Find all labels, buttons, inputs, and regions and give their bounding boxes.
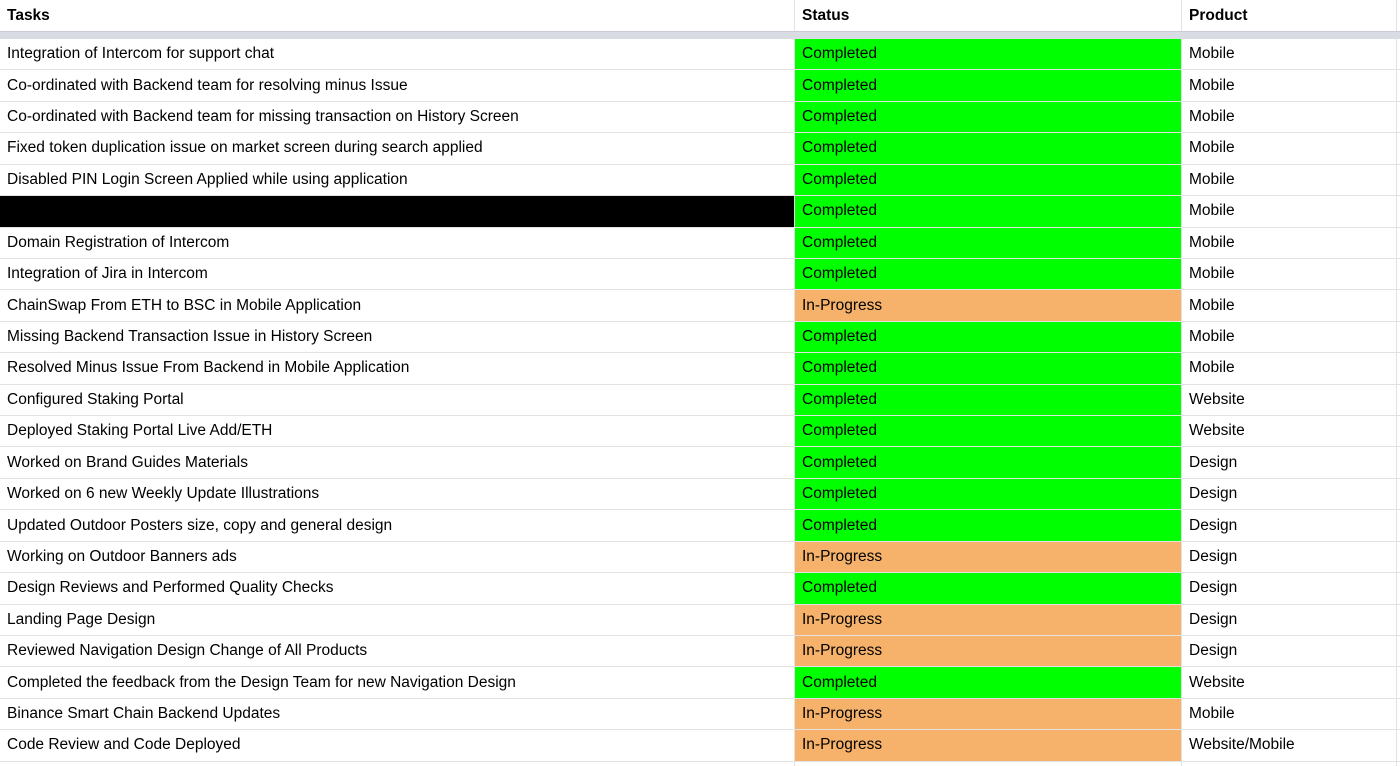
product-cell[interactable]: Design — [1182, 510, 1397, 541]
table-row — [0, 542, 1400, 573]
status-cell[interactable]: Completed — [795, 39, 1182, 70]
task-cell[interactable]: Fixed token duplication issue on market screen during search applied — [0, 133, 795, 164]
status-cell[interactable]: In-Progress — [795, 605, 1182, 636]
status-cell[interactable]: In-Progress — [795, 730, 1182, 761]
product-cell[interactable]: Mobile — [1182, 165, 1397, 196]
status-cell[interactable]: In-Progress — [795, 542, 1182, 573]
task-cell[interactable]: Completed the feedback from the Design Team for new Navigation Design — [0, 667, 795, 698]
table-row — [0, 416, 1400, 447]
partial-cell[interactable] — [1182, 762, 1397, 766]
status-cell[interactable]: Completed — [795, 353, 1182, 384]
product-cell[interactable]: Design — [1182, 636, 1397, 667]
product-cell[interactable]: Mobile — [1182, 353, 1397, 384]
table-row — [0, 196, 1400, 227]
product-cell[interactable]: Mobile — [1182, 70, 1397, 101]
status-cell[interactable]: Completed — [795, 385, 1182, 416]
status-cell[interactable]: Completed — [795, 322, 1182, 353]
task-cell[interactable]: Disabled PIN Login Screen Applied while using application — [0, 165, 795, 196]
status-cell[interactable]: Completed — [795, 479, 1182, 510]
task-cell[interactable]: Integration of Intercom for support chat — [0, 39, 795, 70]
task-cell[interactable]: Worked on Brand Guides Materials — [0, 447, 795, 478]
product-cell[interactable]: Design — [1182, 542, 1397, 573]
status-cell[interactable]: Completed — [795, 165, 1182, 196]
table-row — [0, 447, 1400, 478]
partial-next-row — [0, 762, 1400, 766]
task-cell[interactable]: Configured Staking Portal — [0, 385, 795, 416]
status-cell[interactable]: In-Progress — [795, 636, 1182, 667]
table-row — [0, 510, 1400, 541]
product-cell[interactable]: Design — [1182, 447, 1397, 478]
table-row — [0, 70, 1400, 101]
task-cell[interactable] — [0, 196, 795, 227]
frozen-row-divider — [0, 31, 1400, 39]
task-cell[interactable]: Resolved Minus Issue From Backend in Mobile Application — [0, 353, 795, 384]
task-cell[interactable]: Co-ordinated with Backend team for resolving minus Issue — [0, 70, 795, 101]
table-row — [0, 133, 1400, 164]
table-row — [0, 385, 1400, 416]
status-cell[interactable]: In-Progress — [795, 699, 1182, 730]
table-row — [0, 730, 1400, 761]
task-cell[interactable]: Design Reviews and Performed Quality Checks — [0, 573, 795, 604]
product-cell[interactable]: Mobile — [1182, 259, 1397, 290]
task-cell[interactable]: Integration of Jira in Intercom — [0, 259, 795, 290]
task-cell[interactable]: Missing Backend Transaction Issue in History Screen — [0, 322, 795, 353]
table-row — [0, 39, 1400, 70]
table-row — [0, 479, 1400, 510]
task-cell[interactable]: Working on Outdoor Banners ads — [0, 542, 795, 573]
table-row — [0, 636, 1400, 667]
status-cell[interactable]: Completed — [795, 133, 1182, 164]
header-row — [0, 0, 1400, 31]
task-cell[interactable]: Landing Page Design — [0, 605, 795, 636]
product-cell[interactable]: Mobile — [1182, 39, 1397, 70]
table-row — [0, 322, 1400, 353]
status-cell[interactable]: Completed — [795, 667, 1182, 698]
product-cell[interactable]: Mobile — [1182, 290, 1397, 321]
product-cell[interactable]: Website/Mobile — [1182, 730, 1397, 761]
product-cell[interactable]: Design — [1182, 479, 1397, 510]
column-header-product[interactable]: Product — [1182, 0, 1397, 31]
table-row — [0, 573, 1400, 604]
table-row — [0, 259, 1400, 290]
column-header-status[interactable]: Status — [795, 0, 1182, 31]
product-cell[interactable]: Mobile — [1182, 102, 1397, 133]
product-cell[interactable]: Mobile — [1182, 228, 1397, 259]
table-row — [0, 353, 1400, 384]
product-cell[interactable]: Mobile — [1182, 133, 1397, 164]
partial-cell[interactable] — [795, 762, 1182, 766]
table-body — [0, 39, 1400, 762]
product-cell[interactable]: Website — [1182, 416, 1397, 447]
task-cell[interactable]: Binance Smart Chain Backend Updates — [0, 699, 795, 730]
task-cell[interactable]: Co-ordinated with Backend team for missing transaction on History Screen — [0, 102, 795, 133]
partial-cell[interactable] — [0, 762, 795, 766]
task-cell[interactable]: Domain Registration of Intercom — [0, 228, 795, 259]
table-row — [0, 605, 1400, 636]
status-cell[interactable]: Completed — [795, 70, 1182, 101]
table-row — [0, 290, 1400, 321]
product-cell[interactable]: Mobile — [1182, 322, 1397, 353]
status-cell[interactable]: Completed — [795, 102, 1182, 133]
table-row — [0, 102, 1400, 133]
task-cell[interactable]: Reviewed Navigation Design Change of All Products — [0, 636, 795, 667]
task-cell[interactable]: Worked on 6 new Weekly Update Illustrations — [0, 479, 795, 510]
product-cell[interactable]: Mobile — [1182, 699, 1397, 730]
status-cell[interactable]: Completed — [795, 228, 1182, 259]
table-row — [0, 165, 1400, 196]
task-cell[interactable]: ChainSwap From ETH to BSC in Mobile Application — [0, 290, 795, 321]
task-cell[interactable]: Code Review and Code Deployed — [0, 730, 795, 761]
status-cell[interactable]: Completed — [795, 510, 1182, 541]
status-cell[interactable]: Completed — [795, 196, 1182, 227]
product-cell[interactable]: Website — [1182, 385, 1397, 416]
status-cell[interactable]: In-Progress — [795, 290, 1182, 321]
table-row — [0, 228, 1400, 259]
status-cell[interactable]: Completed — [795, 259, 1182, 290]
table-row — [0, 699, 1400, 730]
column-header-tasks[interactable]: Tasks — [0, 0, 795, 31]
table-row — [0, 667, 1400, 698]
product-cell[interactable]: Design — [1182, 573, 1397, 604]
product-cell[interactable]: Design — [1182, 605, 1397, 636]
task-cell[interactable]: Updated Outdoor Posters size, copy and general design — [0, 510, 795, 541]
task-cell[interactable]: Deployed Staking Portal Live Add/ETH — [0, 416, 795, 447]
status-cell[interactable]: Completed — [795, 573, 1182, 604]
status-cell[interactable]: Completed — [795, 447, 1182, 478]
status-cell[interactable]: Completed — [795, 416, 1182, 447]
product-cell[interactable]: Mobile — [1182, 196, 1397, 227]
product-cell[interactable]: Website — [1182, 667, 1397, 698]
